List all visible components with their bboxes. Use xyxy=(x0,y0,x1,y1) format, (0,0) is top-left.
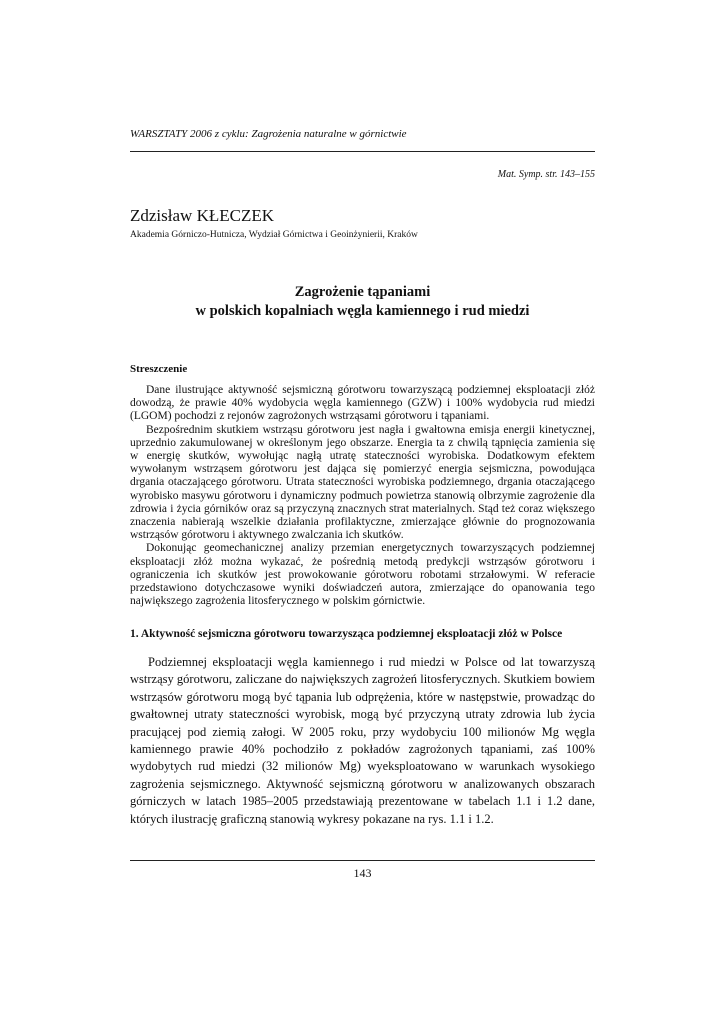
paper-title xyxy=(130,283,595,321)
section-body xyxy=(130,654,595,828)
paper-title-line-2: w polskich kopalniach węgla kamiennego i rud miedzi xyxy=(195,303,530,319)
paper-title-line-1: Zagrożenie tąpaniami xyxy=(294,284,431,300)
author-affiliation: Akademia Górniczo-Hutnicza, Wydział Górnictwa i Geoinżynierii, Kraków xyxy=(130,230,418,240)
section-heading: 1. Aktywność sejsmiczna górotworu towarzysząca podziemnej eksploatacji złóż w Polsce xyxy=(130,628,563,640)
running-header: WARSZTATY 2006 z cyklu: Zagrożenia naturalne w górnictwie xyxy=(130,128,407,140)
abstract-paragraph: Dane ilustrujące aktywność sejsmiczną górotworu towarzyszącą podziemnej eksploatacji złóż dowodzą, że prawie 40% wydobycia węgla kamiennego (GZW) i 100% wydobycia rud miedzi (LGOM) pochodzi z rejonów zagrożonych wstrząsami górotworu i tąpaniami. xyxy=(130,384,595,423)
abstract-heading: Streszczenie xyxy=(130,363,188,375)
author-name: Zdzisław KŁECZEK xyxy=(130,206,274,225)
header-rule xyxy=(130,151,595,152)
footer-rule xyxy=(130,860,595,861)
abstract-paragraph: Dokonując geomechanicznej analizy przemian energetycznych towarzyszących podziemnej eksploatacji złóż można wykazać, że pośrednią metodą predykcji wstrząsów górotworu i ograniczenia ich skutków jest prowokowanie górotworu robotami strzałowymi. W referacie przedstawiono dotychczasowe wyniki doświadczeń autora, zmierzające do opanowania tego największego zagrożenia litosferycznego w polskim górnictwie. xyxy=(130,542,595,608)
abstract-paragraph: Bezpośrednim skutkiem wstrząsu górotworu jest nagła i gwałtowna emisja energii kinetycznej, uprzednio zakumulowanej w określonym jego obszarze. Energia ta z chwilą tąpnięcia zamienia się w energię skutków, wywołując nagłą utratę stateczności wyrobiska. Dodatkowym efektem wywołanym wstrząsem górotworu jest dająca się pomierzyć energia sejsmiczna, powodująca drgania otaczającego górotworu. Utrata stateczności wyrobiska podziemnego, drgania otaczającego wyrobisko masywu górotworu i dynamiczny podmuch powietrza stanowią olbrzymie zagrożenie dla zdrowia i życia górników oraz są przyczyną znacznych strat materialnych. Stąd też coraz większego znaczenia nabierają wszelkie działania profilaktyczne, zmierzające głównie do prognozowania wstrząsów górotworu i aktywnego zwalczania ich skutków. xyxy=(130,423,595,542)
page-number: 143 xyxy=(353,866,372,880)
body-paragraph: Podziemnej eksploatacji węgla kamiennego i rud miedzi w Polsce od lat towarzyszą wstrząsy górotworu, zaliczane do największych zagrożeń litosferycznych. Skutkiem bowiem wstrząsów górotworu mogą być tąpania lub odprężenia, które w następstwie, prowadząc do gwałtownej utraty stateczności wyrobisk, mogą być przyczyną utraty zdrowia lub życia pracującej pod ziemią załogi. W 2005 roku, przy wydobyciu 100 milionów Mg węgla kamiennego prawie 40% pochodziło z pokładów zagrożonych tąpaniami, zaś 100% wydobytych rud miedzi (32 milionów Mg) wyeksploatowano w warunkach wysokiego zagrożenia sejsmicznego. Aktywność sejsmiczną górotworu w analizowanych obszarach górniczych w latach 1985–2005 przedstawiają prezentowane w tabelach 1.1 i 1.2 dane, których ilustrację graficzną stanowią wykresy pokazane na rys. 1.1 i 1.2. xyxy=(130,655,595,826)
abstract-body xyxy=(130,384,595,608)
symposium-reference: Mat. Symp. str. 143–155 xyxy=(497,169,595,180)
